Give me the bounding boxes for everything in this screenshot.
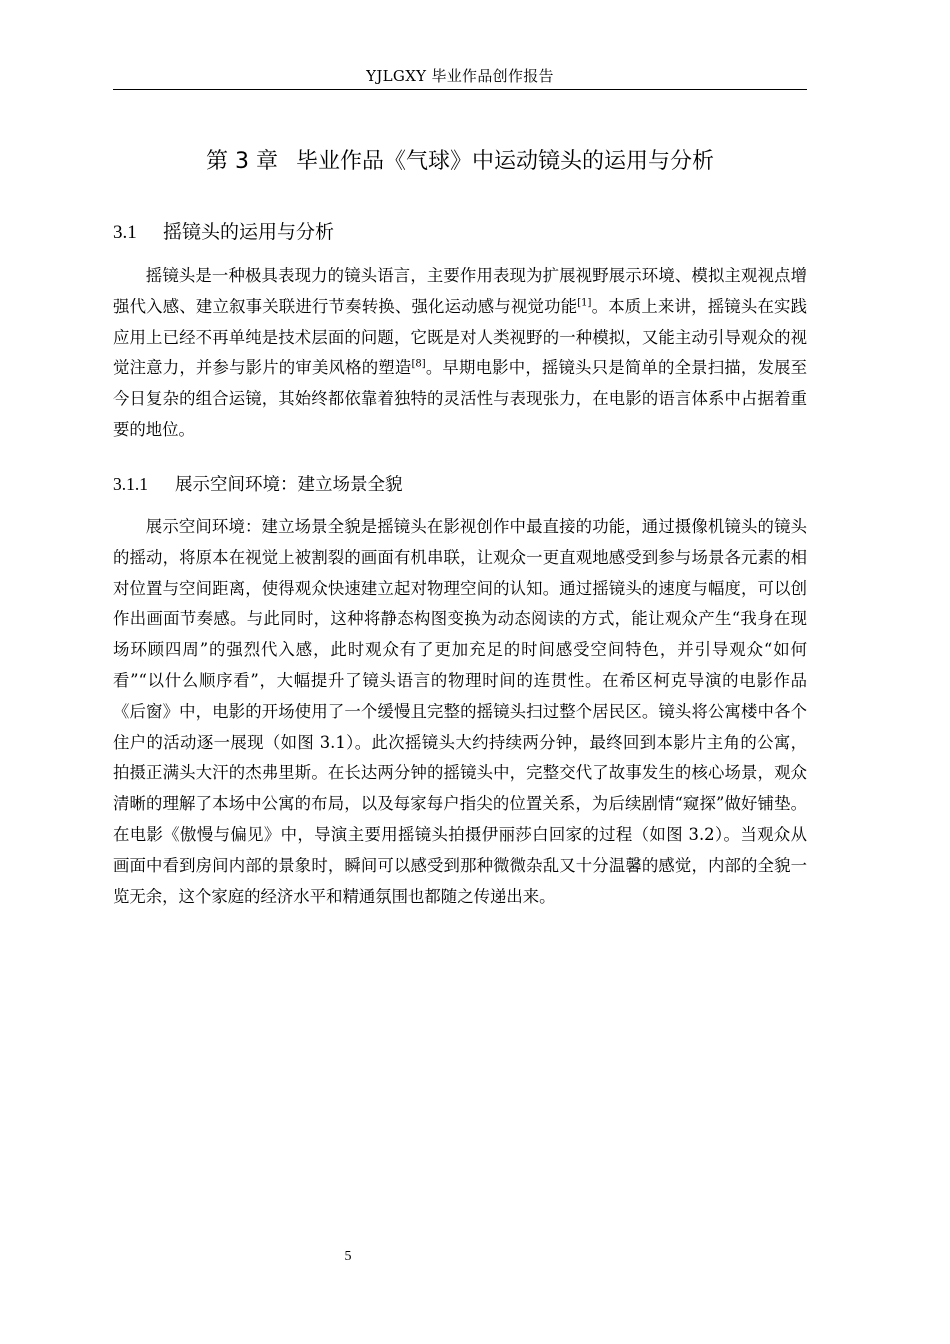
chapter-number: 第 3 章 <box>206 149 278 174</box>
section-heading <box>113 218 334 247</box>
subsection-heading <box>113 470 403 499</box>
subsection-number: 3.1.1 <box>113 474 148 494</box>
subsection-title: 展示空间环境：建立场景全貌 <box>175 475 403 495</box>
section-title: 摇镜头的运用与分析 <box>163 221 335 243</box>
citation-reference: [1] <box>577 297 592 309</box>
running-header: YJLGXY 毕业作品创作报告 <box>366 67 554 85</box>
paragraph-text-part: 摇镜头是一种极具表现力的镜头语言，主要作用表现为扩展视野展示环境、模拟主观视点增强代入感、建立叙事关联进行节奏转换、强化运动感与视觉功能 <box>113 266 807 316</box>
paragraph-text-part: 。早期电影中，摇镜头只是简单的全景扫描，发展至今日复杂的组合运镜，其始终都依靠着独特的灵活性与表现张力，在电影的语言体系中占据着重要的地位。 <box>113 358 808 439</box>
paragraph-text-part: 。本质上来讲，摇镜头在实践应用上已经不再单纯是技术层面的问题，它既是对人类视野的一种模拟，又能主动引导观众的视觉注意力，并参与影片的审美风格的塑造 <box>113 296 808 378</box>
chapter-title <box>113 146 807 178</box>
header-rule <box>113 89 807 90</box>
section-number: 3.1 <box>113 222 137 243</box>
subsection-body-paragraph: 展示空间环境：建立场景全貌是摇镜头在影视创作中最直接的功能，通过摄像机镜头的镜头的摇动，将原本在视觉上被割裂的画面有机串联，让观众一更直观地感受到参与场景各元素的相对位置与空间距离，使得观众快速建立起对物理空间的认知。通过摇镜头的速度与幅度，可以创作出画面节奏感。与此同时，这种将静态构图变换为动态阅读的方式，能让观众产生“我身在现场环顾四周”的强烈代入感，此时观众有了更加充足的时间感受空间特色，并引导观众“如何看”“以什么顺序看”，大幅提升了镜头语言的物理时间的连贯性。在希区柯克导演的电影作品《后窗》中，电影的开场使用了一个缓慢且完整的摇镜头扫过整个居民区。镜头将公寓楼中各个住户的活动逐一展现（如图 3.1）。此次摇镜头大约持续两分钟，最终回到本影片主角的公寓，拍摄正满头大汗的杰弗里斯。在长达两分钟的摇镜头中，完整交代了故事发生的核心场景，观众清晰的理解了本场中公寓的布局，以及每家每户指尖的位置关系，为后续剧情“窥探”做好铺垫。在电影《傲慢与偏见》中，导演主要用摇镜头拍摄伊丽莎白回家的过程（如图 3.2）。当观众从画面中看到房间内部的景象时，瞬间可以感受到那种微微杂乱又十分温馨的感觉，内部的全貌一览无余，这个家庭的经济水平和精通氛围也都随之传递出来。 <box>113 517 807 906</box>
section-body-paragraph <box>113 261 807 446</box>
chapter-title-text: 毕业作品《气球》中运动镜头的运用与分析 <box>295 149 714 174</box>
citation-reference: [8] <box>411 358 426 370</box>
page-number: 5 <box>344 1249 352 1264</box>
